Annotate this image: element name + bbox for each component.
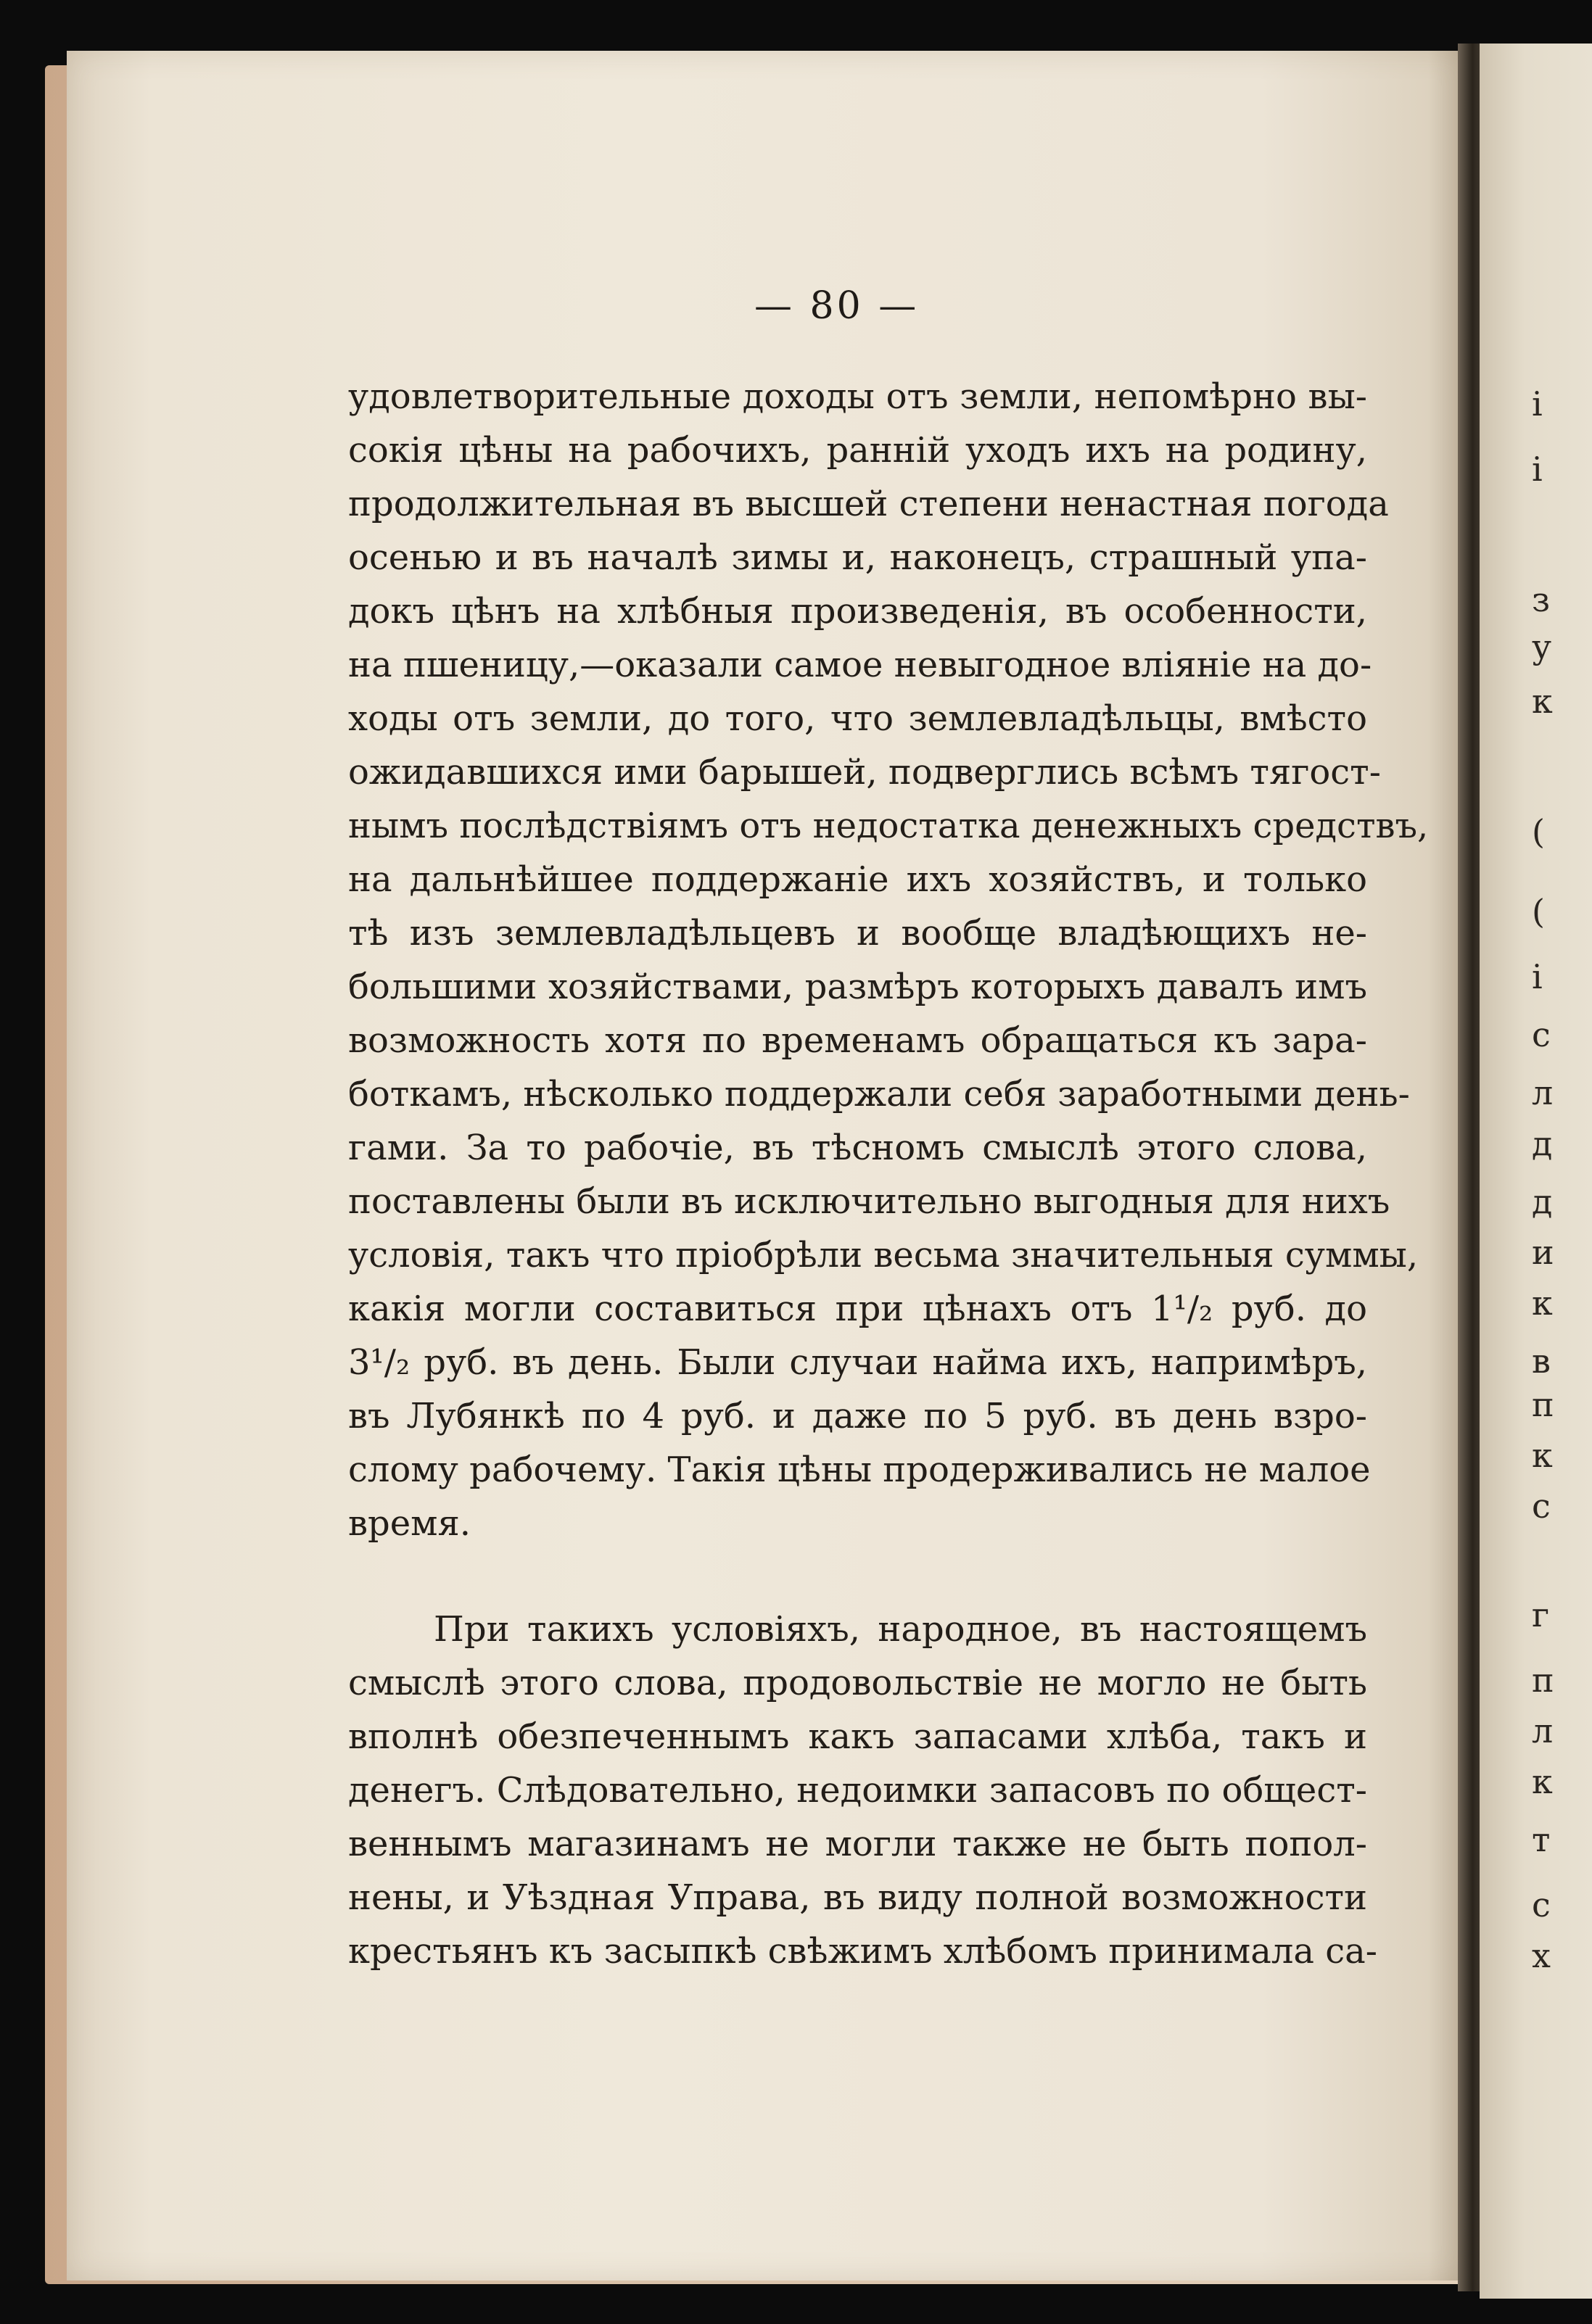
- text-line: на пшеницу,—оказали самое невыгодное вліяніе на до-: [348, 645, 1372, 685]
- facing-page-glyph: п: [1532, 1385, 1554, 1424]
- text-line: 3¹/₂ руб. въ день. Были случаи найма ихъ, напримѣръ,: [348, 1342, 1367, 1383]
- facing-page-edge: [1480, 44, 1592, 2299]
- facing-page-glyph: д: [1532, 1182, 1553, 1221]
- facing-page-glyph: і: [1532, 957, 1543, 996]
- text-line: крестьянъ къ засыпкѣ свѣжимъ хлѣбомъ принимала са-: [348, 1931, 1377, 1972]
- text-line: ходы отъ земли, до того, что землевладѣльцы, вмѣсто: [348, 698, 1367, 739]
- text-line: возможность хотя по временамъ обращаться къ зара-: [348, 1020, 1367, 1061]
- text-line: сокія цѣны на рабочихъ, ранній уходъ ихъ на родину,: [348, 430, 1367, 471]
- text-line: смыслѣ этого слова, продовольствіе не могло не быть: [348, 1663, 1367, 1703]
- facing-page-glyph: (: [1532, 812, 1545, 851]
- facing-page-glyph: і: [1532, 450, 1543, 489]
- text-line: осенью и въ началѣ зимы и, наконецъ, страшный упа-: [348, 537, 1367, 578]
- text-line: денегъ. Слѣдовательно, недоимки запасовъ по общест-: [348, 1770, 1367, 1811]
- text-line: При такихъ условіяхъ, народное, въ настоящемъ: [434, 1609, 1367, 1650]
- text-line: въ Лубянкѣ по 4 руб. и даже по 5 руб. въ день взро-: [348, 1396, 1367, 1436]
- text-line: продолжительная въ высшей степени ненастная погода: [348, 484, 1389, 524]
- facing-page-glyph: х: [1532, 1936, 1551, 1975]
- paragraph: [348, 370, 1429, 1550]
- paragraph: [348, 1603, 1377, 1978]
- text-line: большими хозяйствами, размѣръ которыхъ давалъ имъ: [348, 967, 1367, 1007]
- facing-page-glyph: к: [1532, 1436, 1553, 1475]
- facing-page-glyph: л: [1532, 1711, 1554, 1750]
- text-line: удовлетворительные доходы отъ земли, непомѣрно вы-: [348, 376, 1367, 417]
- text-line: нены, и Уѣздная Управа, въ виду полной возможности: [348, 1877, 1367, 1918]
- text-line: гами. За то рабочіе, въ тѣсномъ смыслѣ этого слова,: [348, 1128, 1367, 1168]
- facing-page-glyph: л: [1532, 1073, 1554, 1112]
- facing-page-glyph: з: [1532, 580, 1551, 619]
- facing-page-glyph: с: [1532, 1486, 1551, 1526]
- text-line: время.: [348, 1503, 471, 1544]
- paragraph-gap: [348, 1550, 1367, 1603]
- text-line: условія, такъ что пріобрѣли весьма значительныя суммы,: [348, 1235, 1419, 1275]
- text-line: нымъ послѣдствіямъ отъ недостатка денежныхъ средствъ,: [348, 806, 1429, 846]
- facing-page-glyph: у: [1532, 627, 1552, 666]
- text-line: на дальнѣйшее поддержаніе ихъ хозяйствъ, и только: [348, 859, 1367, 900]
- facing-page-glyph: с: [1532, 1015, 1551, 1054]
- page-number: — 80 —: [754, 284, 920, 328]
- facing-page-glyph: к: [1532, 682, 1553, 721]
- facing-page-glyph: т: [1532, 1820, 1551, 1859]
- text-line: слому рабочему. Такія цѣны продерживались не малое: [348, 1450, 1371, 1490]
- text-line: ожидавшихся ими барышей, подверглись всѣмъ тягост-: [348, 752, 1381, 793]
- facing-page-glyph: в: [1532, 1341, 1551, 1381]
- facing-page-glyph: п: [1532, 1661, 1554, 1700]
- facing-page-glyph: і: [1532, 384, 1543, 423]
- facing-page-glyph: (: [1532, 892, 1545, 931]
- text-line: докъ цѣнъ на хлѣбныя произведенія, въ особенности,: [348, 591, 1367, 632]
- facing-page-glyph: д: [1532, 1124, 1553, 1163]
- text-line: веннымъ магазинамъ не могли также не быть попол-: [348, 1824, 1367, 1864]
- facing-page-glyph: г: [1532, 1595, 1550, 1634]
- text-line: поставлены были въ исключительно выгодныя для нихъ: [348, 1181, 1390, 1222]
- text-line: тѣ изъ землевладѣльцевъ и вообще владѣющихъ не-: [348, 913, 1367, 954]
- text-line: вполнѣ обезпеченнымъ какъ запасами хлѣба, такъ и: [348, 1716, 1367, 1757]
- facing-page-glyph: к: [1532, 1283, 1553, 1323]
- text-line: какія могли составиться при цѣнахъ отъ 1¹/₂ руб. до: [348, 1289, 1367, 1329]
- facing-page-glyph: к: [1532, 1762, 1553, 1801]
- body-text: [348, 370, 1429, 1978]
- facing-page-glyph: и: [1532, 1233, 1554, 1272]
- text-line: боткамъ, нѣсколько поддержали себя заработными день-: [348, 1074, 1410, 1115]
- facing-page-glyph: с: [1532, 1885, 1551, 1924]
